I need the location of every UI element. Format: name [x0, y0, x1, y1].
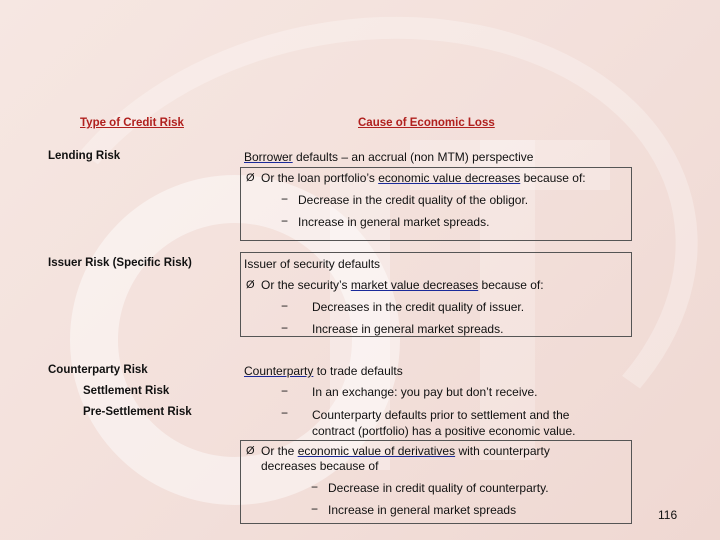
dash-icon: −	[311, 480, 319, 494]
counterparty-risk-label: Counterparty Risk	[48, 364, 148, 376]
lending-sub-1: Decrease in the credit quality of the obligor.	[298, 193, 529, 207]
lending-bullet	[261, 171, 586, 185]
dash-icon: −	[311, 502, 319, 516]
lending-sub-2: Increase in general market spreads.	[298, 215, 490, 229]
lending-bullet-underlined: economic value decreases	[378, 171, 521, 185]
issuer-risk-label: Issuer Risk (Specific Risk)	[48, 257, 192, 269]
issuer-sub-1: Decreases in the credit quality of issuer.	[312, 300, 525, 314]
issuer-bullet-a: Or the security’s	[261, 278, 351, 292]
pre-settlement-risk-label: Pre-Settlement Risk	[83, 406, 192, 418]
dash-icon: −	[281, 321, 289, 335]
counterparty-sub-1: In an exchange: you pay but don’t receive.	[312, 385, 538, 399]
arrow-bullet-icon: Ø	[246, 279, 255, 291]
lending-risk-label: Lending Risk	[48, 150, 121, 162]
settlement-risk-label: Settlement Risk	[83, 385, 170, 397]
dash-icon: −	[281, 406, 289, 420]
counterparty-cause-text: to trade defaults	[313, 364, 403, 378]
lending-risk-cause	[244, 150, 533, 164]
lending-bullet-b: because of:	[520, 171, 586, 185]
dash-icon: −	[281, 192, 289, 206]
counterparty-bullet-b: with counterparty decreases because of	[261, 444, 550, 473]
counterparty-bullet-underlined: economic value of derivatives	[297, 444, 456, 458]
page-number: 116	[658, 508, 678, 522]
counterparty-sub-3: Decrease in credit quality of counterparty.	[328, 481, 549, 495]
dash-icon: −	[281, 214, 289, 228]
issuer-bullet	[261, 278, 544, 292]
lending-bullet-a: Or the loan portfolio’s	[261, 171, 379, 185]
counterparty-sub-2: Counterparty defaults prior to settlement and the contract (portfolio) has a positive economic value.	[312, 408, 576, 438]
issuer-sub-2: Increase in general market spreads.	[312, 322, 504, 336]
dash-icon: −	[281, 384, 289, 398]
issuer-bullet-underlined: market value decreases	[350, 278, 479, 292]
dash-icon: −	[281, 299, 289, 313]
arrow-bullet-icon: Ø	[246, 172, 255, 184]
issuer-risk-cause: Issuer of security defaults	[244, 257, 381, 271]
lending-cause-text: defaults – an accrual (non MTM) perspective	[292, 150, 534, 164]
counterparty-term: Counterparty	[244, 364, 314, 378]
counterparty-risk-cause	[244, 364, 403, 378]
header-type-of-credit-risk: Type of Credit Risk	[80, 117, 184, 129]
counterparty-bullet	[261, 444, 601, 474]
header-cause-of-economic-loss: Cause of Economic Loss	[358, 117, 495, 129]
counterparty-sub-4: Increase in general market spreads	[328, 503, 517, 517]
counterparty-bullet-a: Or the	[261, 444, 298, 458]
arrow-bullet-icon: Ø	[246, 445, 255, 457]
borrower-term: Borrower	[244, 150, 293, 164]
issuer-bullet-b: because of:	[478, 278, 544, 292]
